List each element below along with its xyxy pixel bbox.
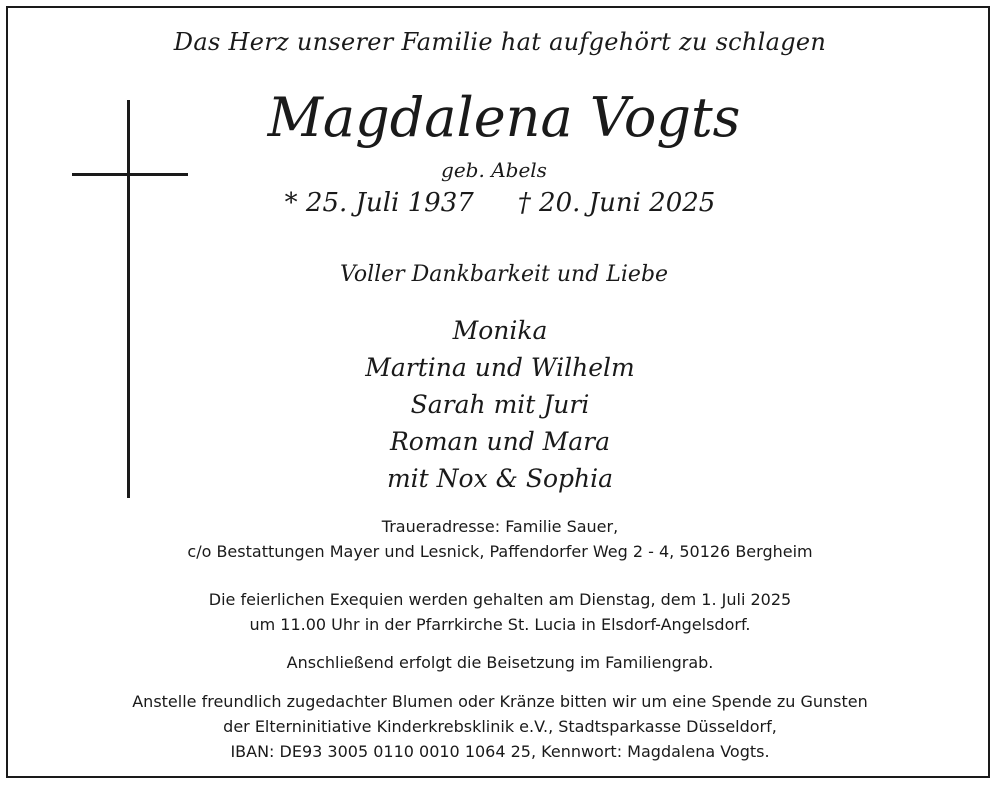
family-member: Monika bbox=[452, 316, 548, 345]
intro-line: Das Herz unserer Familie hat aufgehört zu schlagen bbox=[173, 28, 827, 56]
donation-line-1: Anstelle freundlich zugedachter Blumen oder Kränze bitten wir um eine Spende zu Gunsten bbox=[132, 692, 868, 711]
burial-line: Anschließend erfolgt die Beisetzung im Familiengrab. bbox=[286, 653, 714, 672]
family-member: Sarah mit Juri bbox=[410, 390, 590, 419]
life-dates bbox=[0, 188, 1000, 218]
donation-line-2: der Elterninitiative Kinderkrebsklinik e.V., Stadtsparkasse Düsseldorf, bbox=[223, 717, 777, 736]
family-member: Roman und Mara bbox=[389, 427, 611, 456]
maiden-name: geb. Abels bbox=[441, 158, 547, 182]
address-line-2: c/o Bestattungen Mayer und Lesnick, Paffendorfer Weg 2 - 4, 50126 Bergheim bbox=[187, 542, 813, 561]
birth-date: * 25. Juli 1937 bbox=[284, 188, 474, 218]
address-line-1: Traueradresse: Familie Sauer, bbox=[381, 517, 619, 536]
donation-line-3: IBAN: DE93 3005 0110 0010 1064 25, Kennwort: Magdalena Vogts. bbox=[230, 742, 770, 761]
gratitude-line: Voller Dankbarkeit und Liebe bbox=[339, 262, 669, 287]
death-date: † 20. Juni 2025 bbox=[517, 188, 716, 218]
deceased-name: Magdalena Vogts bbox=[267, 86, 741, 149]
family-member: Martina und Wilhelm bbox=[365, 353, 635, 382]
family-member: mit Nox & Sophia bbox=[386, 464, 614, 493]
service-line-1: Die feierlichen Exequien werden gehalten am Dienstag, dem 1. Juli 2025 bbox=[208, 590, 792, 609]
service-line-2: um 11.00 Uhr in der Pfarrkirche St. Lucia in Elsdorf-Angelsdorf. bbox=[249, 615, 751, 634]
